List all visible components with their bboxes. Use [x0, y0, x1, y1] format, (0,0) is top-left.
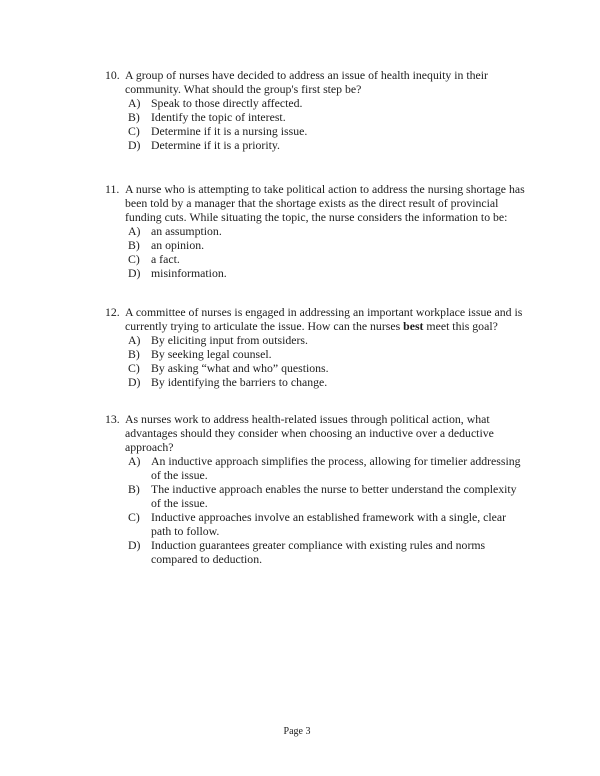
option-row: [128, 454, 529, 482]
option-letter: D): [128, 538, 141, 552]
option-text: misinformation.: [151, 266, 227, 280]
option-row: [128, 361, 529, 375]
question-11: [105, 182, 529, 280]
option-letter: C): [128, 510, 140, 524]
option-text: Speak to those directly affected.: [151, 96, 303, 110]
option-text: Determine if it is a nursing issue.: [151, 124, 308, 138]
option-text: By eliciting input from outsiders.: [151, 333, 308, 347]
option-letter: D): [128, 266, 141, 280]
question-text: As nurses work to address health-related issues through political action, what advantages should they consider when choosing an inductive over a deductive approach?: [125, 412, 494, 454]
question-stem: [105, 68, 529, 96]
option-row: [128, 510, 529, 538]
question-number: 10.: [105, 68, 120, 82]
option-row: [128, 333, 529, 347]
option-letter: C): [128, 361, 140, 375]
option-row: [128, 347, 529, 361]
question-text: A nurse who is attempting to take political action to address the nursing shortage has been told by a manager that the shortage exists as the direct result of provincial funding cuts. While situating the topic, the nurse considers the information to be:: [125, 182, 525, 224]
option-row: [128, 375, 529, 389]
option-letter: A): [128, 454, 141, 468]
option-text: a fact.: [151, 252, 180, 266]
option-text: The inductive approach enables the nurse to better understand the complexity of the issue.: [151, 482, 517, 510]
option-text: Inductive approaches involve an established framework with a single, clear path to follow.: [151, 510, 507, 538]
option-text: By identifying the barriers to change.: [151, 375, 328, 389]
option-row: [128, 482, 529, 510]
option-row: [128, 124, 529, 138]
option-letter: C): [128, 252, 140, 266]
options-list: [128, 333, 529, 389]
option-text: Induction guarantees greater compliance with existing rules and norms compared to deduction.: [151, 538, 486, 566]
question-12: [105, 305, 529, 389]
option-letter: D): [128, 138, 141, 152]
option-row: [128, 138, 529, 152]
options-list: [128, 224, 529, 280]
option-letter: C): [128, 124, 140, 138]
option-row: [128, 252, 529, 266]
option-letter: D): [128, 375, 141, 389]
option-letter: A): [128, 96, 141, 110]
question-text-segment: meet this goal?: [423, 319, 498, 333]
option-text: Identify the topic of interest.: [151, 110, 286, 124]
option-text: an opinion.: [151, 238, 205, 252]
option-letter: B): [128, 347, 140, 361]
question-text-bold: best: [403, 319, 424, 333]
option-text: By seeking legal counsel.: [151, 347, 272, 361]
option-letter: B): [128, 482, 140, 496]
question-number: 11.: [105, 182, 120, 196]
option-text: Determine if it is a priority.: [151, 138, 280, 152]
question-stem: [105, 182, 529, 224]
question-number: 13.: [105, 412, 120, 426]
option-letter: A): [128, 224, 141, 238]
question-text: A group of nurses have decided to address an issue of health inequity in their community. What should the group's first step be?: [125, 68, 488, 96]
question-10: [105, 68, 529, 152]
option-letter: B): [128, 110, 140, 124]
option-row: [128, 266, 529, 280]
question-stem: [105, 412, 529, 454]
option-row: [128, 224, 529, 238]
question-text-segment: A committee of nurses is engaged in addressing an important workplace issue and is currently trying to articulate the issue. How can the nurses: [125, 305, 523, 333]
option-text: An inductive approach simplifies the process, allowing for timelier addressing of the issue.: [151, 454, 521, 482]
options-list: [128, 96, 529, 152]
question-number: 12.: [105, 305, 120, 319]
option-text: By asking “what and who” questions.: [151, 361, 329, 375]
question-13: [105, 412, 529, 566]
question-stem: [105, 305, 529, 333]
options-list: [128, 454, 529, 566]
page-number: Page 3: [283, 726, 311, 737]
question-list: [105, 68, 529, 566]
option-row: [128, 538, 529, 566]
option-row: [128, 110, 529, 124]
option-letter: A): [128, 333, 141, 347]
option-row: [128, 96, 529, 110]
option-row: [128, 238, 529, 252]
question-text: [125, 305, 529, 333]
option-text: an assumption.: [151, 224, 222, 238]
option-letter: B): [128, 238, 140, 252]
